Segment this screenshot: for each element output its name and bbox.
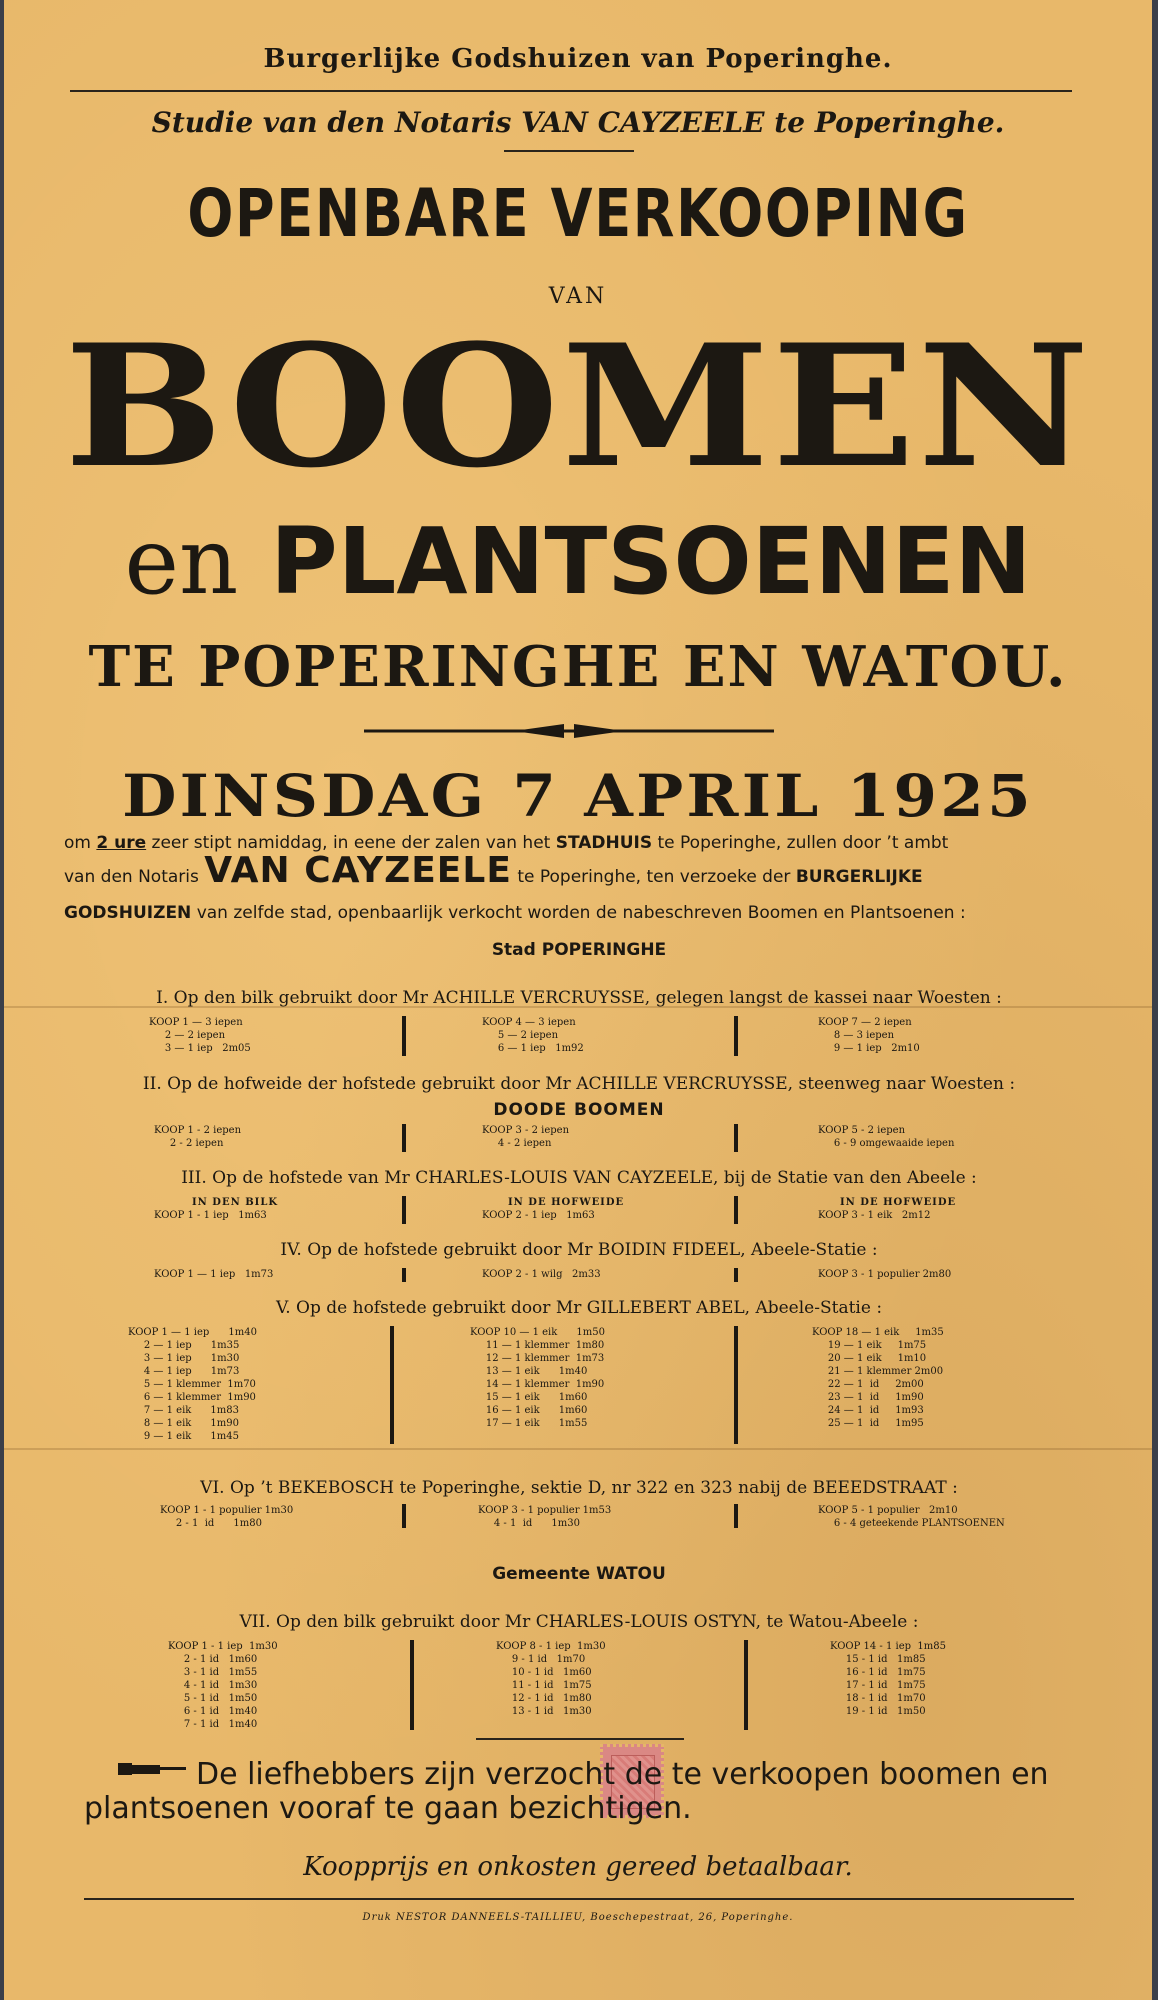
lot-caption: IN DE HOFWEIDE [508,1197,625,1208]
intro-line-1: om 2 ure zeer stipt namiddag, in eene der zalen van het STADHUIS te Poperinghe, zullen door ’t ambt [64,833,949,853]
viewing-notice: De liefhebbers zijn verzocht de te verkoopen boomen en plantsoenen vooraf te gaan bezichtigen. [84,1757,1049,1826]
lot-group: KOOP 1 — 1 iep 1m73 [154,1269,274,1280]
stad-heading: Stad POPERINGHE [491,940,667,960]
column-separator [744,1640,748,1730]
section-4: IV. Op de hofstede gebruikt door Mr BOIDIN FIDEEL, Abeele-Statie : [280,1240,878,1260]
column-separator [734,1124,738,1152]
column-separator [402,1016,406,1056]
lot-group: IN DEN BILK KOOP 1 - 1 iep 1m63 [154,1196,444,1222]
ornament-rule [364,718,774,744]
section-1: I. Op den bilk gebruikt door Mr ACHILLE VERCRUYSSE, gelegen langst de kassei naar Woesten : [156,988,1002,1008]
lot-group: IN DE HOFWEIDE KOOP 3 - 1 eik 2m12 [818,1196,1108,1222]
lot-group: KOOP 3 - 2 iepen 4 - 2 iepen [482,1125,570,1149]
lots-section-1 [104,1016,1064,1076]
gemeente-heading: Gemeente WATOU [492,1564,666,1584]
section-2: II. Op de hofweide der hofstede gebruikt door Mr ACHILLE VERCRUYSSE, steenweg naar Woesten : [142,1074,1016,1094]
lot-group: KOOP 1 — 3 iepen 2 — 2 iepen 3 — 1 iep 2m05 [149,1017,251,1054]
notary-name: VAN CAYZEELE [204,850,512,891]
column-separator [402,1268,406,1282]
lot-caption: IN DE HOFWEIDE [840,1197,957,1208]
sale-hour: 2 ure [96,833,147,853]
lot-group: KOOP 18 — 1 eik 1m35 19 — 1 eik 1m75 20 — 1 eik 1m10 21 — 1 klemmer 2m00 22 — 1 id 2m00 23 — 1 id 1m90 24 — 1 id 1m93 25 — 1 id 1m95 [812,1327,944,1429]
column-separator [390,1326,394,1444]
title-en: en [124,508,239,615]
payment-terms: Koopprijs en onkosten gereed betaalbaar. [303,1852,853,1882]
lot-group: KOOP 3 - 1 populier 2m80 [818,1269,952,1280]
lots-section-7 [104,1640,1064,1740]
column-separator [734,1016,738,1056]
column-separator [402,1504,406,1528]
short-rule [476,1738,684,1740]
column-separator [402,1124,406,1152]
section-2-subheading: DOODE BOOMEN [493,1100,665,1120]
notary-line: Studie van den Notaris VAN CAYZEELE te Poperinghe. [151,106,1005,139]
column-separator [734,1196,738,1224]
lot-group: KOOP 4 — 3 iepen 5 — 2 iepen 6 — 1 iep 1m92 [482,1017,584,1054]
lots-section-5 [104,1326,1064,1446]
column-separator [734,1268,738,1282]
paper-fold [4,1448,1152,1450]
intro-line-3: GODSHUIZEN van zelfde stad, openbaarlijk verkocht worden de nabeschreven Boomen en Plantsoenen : [64,903,966,923]
section-7: VII. Op den bilk gebruikt door Mr CHARLES-LOUIS OSTYN, te Watou-Abeele : [239,1612,919,1632]
title-location: TE POPERINGHE EN WATOU. [88,634,1068,700]
lot-group: KOOP 10 — 1 eik 1m50 11 — 1 klemmer 1m80 12 — 1 klemmer 1m73 13 — 1 eik 1m40 14 — 1 klemmer 1m90 15 — 1 eik 1m60 16 — 1 eik 1m60 17 — 1 eik 1m55 [470,1327,605,1429]
title-plantsoenen [4,508,1152,615]
title-plantsoenen-word: PLANTSOENEN [270,508,1032,615]
poster [4,0,1152,2000]
title-openbare-verkooping: OPENBARE VERKOOPING [187,175,969,252]
section-5: V. Op de hofstede gebruikt door Mr GILLEBERT ABEL, Abeele-Statie : [275,1298,883,1318]
lot-group: KOOP 1 - 2 iepen 2 - 2 iepen [154,1125,242,1149]
lot-group: KOOP 7 — 2 iepen 8 — 3 iepen 9 — 1 iep 2m10 [818,1017,920,1054]
lots-section-6 [104,1504,1064,1564]
lot-group: KOOP 5 - 1 populier 2m10 6 - 4 geteekende PLANTSOENEN [818,1505,1005,1529]
header-rule [70,90,1072,92]
lot-group: KOOP 14 - 1 iep 1m85 15 - 1 id 1m85 16 - 1 id 1m75 17 - 1 id 1m75 18 - 1 id 1m70 19 - 1 id 1m50 [830,1641,946,1717]
lot-group: KOOP 1 — 1 iep 1m40 2 — 1 iep 1m35 3 — 1 iep 1m30 4 — 1 iep 1m73 5 — 1 klemmer 1m70 6 — 1 klemmer 1m90 7 — 1 eik 1m83 8 — 1 eik 1m90 9 — 1 eik 1m45 [128,1327,257,1442]
header-org: Burgerlijke Godshuizen van Poperinghe. [263,44,893,74]
lot-group: KOOP 1 - 1 iep 1m30 2 - 1 id 1m60 3 - 1 id 1m55 4 - 1 id 1m30 5 - 1 id 1m50 6 - 1 id 1m40 7 - 1 id 1m40 [168,1641,278,1730]
lot-group: IN DE HOFWEIDE KOOP 2 - 1 iep 1m63 [482,1196,772,1222]
column-separator [410,1640,414,1730]
column-separator [734,1504,738,1528]
sale-date: DINSDAG 7 APRIL 1925 [122,762,1034,830]
column-separator [402,1196,406,1224]
lot-group: KOOP 1 - 1 populier 1m30 2 - 1 id 1m80 [160,1505,294,1529]
lot-caption: IN DEN BILK [192,1197,279,1208]
footer-rule [84,1898,1074,1900]
title-boomen: BOOMEN [64,307,1092,505]
lot-group: KOOP 5 - 2 iepen 6 - 9 omgewaaide iepen [818,1125,955,1149]
lot-group: KOOP 3 - 1 populier 1m53 4 - 1 id 1m30 [478,1505,612,1529]
lot-group: KOOP 2 - 1 wilg 2m33 [482,1269,601,1280]
title-van: VAN [548,284,608,309]
short-rule [504,150,634,152]
column-separator [734,1326,738,1444]
intro-line-2: van den Notaris VAN CAYZEELE te Poperinghe, ten verzoeke der BURGERLIJKE [64,850,923,891]
lot-group: KOOP 8 - 1 iep 1m30 9 - 1 id 1m70 10 - 1 id 1m60 11 - 1 id 1m75 12 - 1 id 1m80 13 - 1 id 1m30 [496,1641,606,1717]
section-6: VI. Op ’t BEKEBOSCH te Poperinghe, sektie D, nr 322 en 323 nabij de BEEEDSTRAAT : [200,1478,958,1498]
section-3: III. Op de hofstede van Mr CHARLES-LOUIS VAN CAYZEELE, bij de Statie van den Abeele : [181,1168,977,1188]
printer-credit: Druk NESTOR DANNEELS-TAILLIEU, Boeschepestraat, 26, Poperinghe. [362,1912,794,1923]
